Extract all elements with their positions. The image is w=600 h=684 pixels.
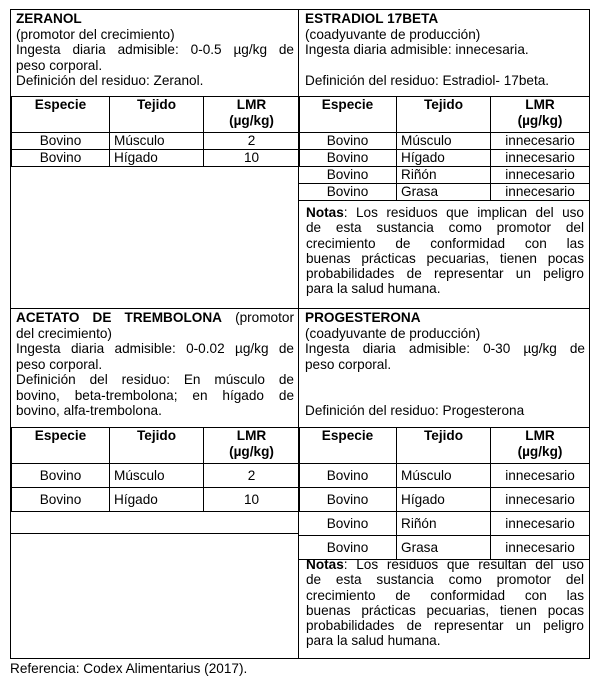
lmr-cell: 2: [204, 464, 300, 488]
species-cell: Bovino: [299, 536, 397, 560]
notes-line: Notas: Los residuos que resultan del uso: [306, 557, 584, 572]
estradiol-purpose: (coadyuvante de producción): [305, 26, 481, 42]
species-cell: Bovino: [12, 133, 110, 150]
tissue-cell: Hígado: [110, 150, 204, 167]
trembolona-intake: Ingesta diaria admisible: 0-0.02 µg/kg de: [16, 341, 294, 356]
table-row: [12, 464, 300, 488]
species-cell: Bovino: [299, 512, 397, 536]
progesterona-lmr-table: [298, 427, 590, 560]
zeranol-purpose: (promotor del crecimiento): [16, 26, 175, 42]
lmr-cell: innecesario: [491, 133, 590, 150]
zeranol-description: [16, 11, 294, 89]
table-header-row: [299, 428, 590, 464]
species-header: Especie: [12, 428, 110, 464]
lmr-cell: 10: [204, 488, 300, 512]
tissue-cell: Hígado: [397, 488, 491, 512]
lmr-header: LMR (µg/kg): [491, 428, 590, 464]
notes-line: para la salud humana.: [306, 281, 441, 297]
trembolona-residue-def: Definición del residuo: En músculo de: [16, 372, 294, 387]
table-row: [299, 133, 590, 150]
trembolona-description: [16, 310, 294, 419]
tissue-header: Tejido: [110, 97, 204, 133]
tissue-cell: Músculo: [397, 133, 491, 150]
lmr-header: LMR (µg/kg): [204, 97, 300, 133]
estradiol-notes: [306, 205, 584, 297]
progesterona-residue-def: Definición del residuo: Progesterona: [305, 403, 525, 418]
trembolona-residue-def-end: bovino, alfa-trembolona.: [16, 403, 162, 418]
lmr-cell: innecesario: [491, 512, 590, 536]
progesterona-purpose: (coadyuvante de producción): [305, 325, 481, 341]
zeranol-title: ZERANOL: [16, 11, 82, 26]
species-cell: Bovino: [299, 133, 397, 150]
lmr-cell: 10: [204, 150, 300, 167]
table-header-row: [299, 97, 590, 133]
notes-line: Notas: Los residuos que implican del uso: [306, 205, 584, 220]
lmr-header: LMR (µg/kg): [491, 97, 590, 133]
table-row: [299, 464, 590, 488]
trembolona-intake-cont: peso corporal.: [16, 356, 103, 372]
table-row: [299, 536, 590, 560]
table-row: [299, 512, 590, 536]
lmr-cell: innecesario: [491, 488, 590, 512]
lmr-cell: innecesario: [491, 464, 590, 488]
trembolona-residue-def-cont: bovino, beta-trembolona; en hígado de: [16, 387, 294, 403]
tissue-header: Tejido: [397, 428, 491, 464]
species-cell: Bovino: [299, 464, 397, 488]
trembolona-title: ACETATO DE TREMBOLONA: [16, 310, 222, 325]
table-row: [12, 150, 300, 167]
tissue-cell: Músculo: [110, 464, 204, 488]
tissue-cell: Músculo: [110, 133, 204, 150]
table-row: [12, 488, 300, 512]
notes-line: probabilidades de representar un peligro: [306, 618, 584, 634]
trembolona-lmr-table: [11, 427, 300, 512]
zeranol-intake-cont: peso corporal.: [16, 57, 103, 73]
lmr-cell: innecesario: [491, 536, 590, 560]
tissue-cell: Grasa: [397, 184, 491, 201]
lmr-cell: 2: [204, 133, 300, 150]
species-header: Especie: [12, 97, 110, 133]
species-cell: Bovino: [12, 150, 110, 167]
lmr-cell: innecesario: [491, 167, 590, 184]
estradiol-lmr-table: [298, 96, 590, 201]
tissue-cell: Riñón: [397, 512, 491, 536]
progesterona-notes: [306, 557, 584, 649]
table-row: [299, 150, 590, 167]
notes-line: probabilidades de representar un peligro: [306, 266, 584, 282]
tissue-header: Tejido: [110, 428, 204, 464]
table-row: [12, 133, 300, 150]
notes-label: Notas: [306, 205, 344, 220]
lmr-cell: innecesario: [491, 150, 590, 167]
tissue-cell: Hígado: [110, 488, 204, 512]
progesterona-intake-cont: peso corporal.: [305, 356, 392, 372]
section-divider: [11, 308, 589, 309]
estradiol-description: [305, 11, 585, 89]
zeranol-lmr-table: [11, 96, 300, 167]
species-cell: Bovino: [299, 184, 397, 201]
zeranol-residue-def: Definición del residuo: Zeranol.: [16, 73, 204, 88]
table-row: [299, 184, 590, 201]
notes-line: crecimiento de conformidad con las: [306, 235, 584, 251]
lmr-header: LMR (µg/kg): [204, 428, 300, 464]
notes-line: crecimiento de conformidad con las: [306, 587, 584, 603]
estradiol-residue-def: Definición del residuo: Estradiol- 17beta.: [305, 73, 550, 88]
tissue-cell: Grasa: [397, 536, 491, 560]
table-header-row: [12, 97, 300, 133]
notes-line: de esta sustancia como promotor del: [306, 220, 584, 236]
table-row: [299, 488, 590, 512]
tissue-cell: Riñón: [397, 167, 491, 184]
lmr-cell: innecesario: [491, 184, 590, 201]
table-header-row: [12, 428, 300, 464]
tissue-header: Tejido: [397, 97, 491, 133]
species-cell: Bovino: [299, 167, 397, 184]
species-cell: Bovino: [299, 488, 397, 512]
notes-line: de esta sustancia como promotor del: [306, 572, 584, 588]
tissue-cell: Hígado: [397, 150, 491, 167]
notes-line: buenas prácticas pecuarias, tienen pocas: [306, 250, 584, 266]
species-cell: Bovino: [12, 488, 110, 512]
progesterona-description: [305, 310, 585, 419]
reference-note: Referencia: Codex Alimentarius (2017).: [10, 661, 248, 676]
zeranol-intake: Ingesta diaria admisible: 0-0.5 µg/kg de: [16, 42, 294, 57]
species-header: Especie: [299, 428, 397, 464]
notes-line: buenas prácticas pecuarias, tienen pocas: [306, 602, 584, 618]
trembolona-purpose: del crecimiento): [16, 325, 112, 341]
notes-line: para la salud humana.: [306, 633, 441, 649]
species-cell: Bovino: [12, 464, 110, 488]
trembolona-empty-bottom: [11, 533, 299, 534]
trembolona-title-line: ACETATO DE TREMBOLONA (promotor: [16, 310, 294, 325]
species-header: Especie: [299, 97, 397, 133]
species-cell: Bovino: [299, 150, 397, 167]
notes-label: Notas: [306, 557, 344, 572]
table-row: [299, 167, 590, 184]
tissue-cell: Músculo: [397, 464, 491, 488]
estradiol-title: ESTRADIOL 17BETA: [305, 11, 439, 26]
estradiol-intake: Ingesta diaria admisible: innecesaria.: [305, 42, 529, 57]
progesterona-title: PROGESTERONA: [305, 310, 421, 325]
progesterona-intake: Ingesta diaria admisible: 0-30 µg/kg de: [305, 341, 585, 356]
